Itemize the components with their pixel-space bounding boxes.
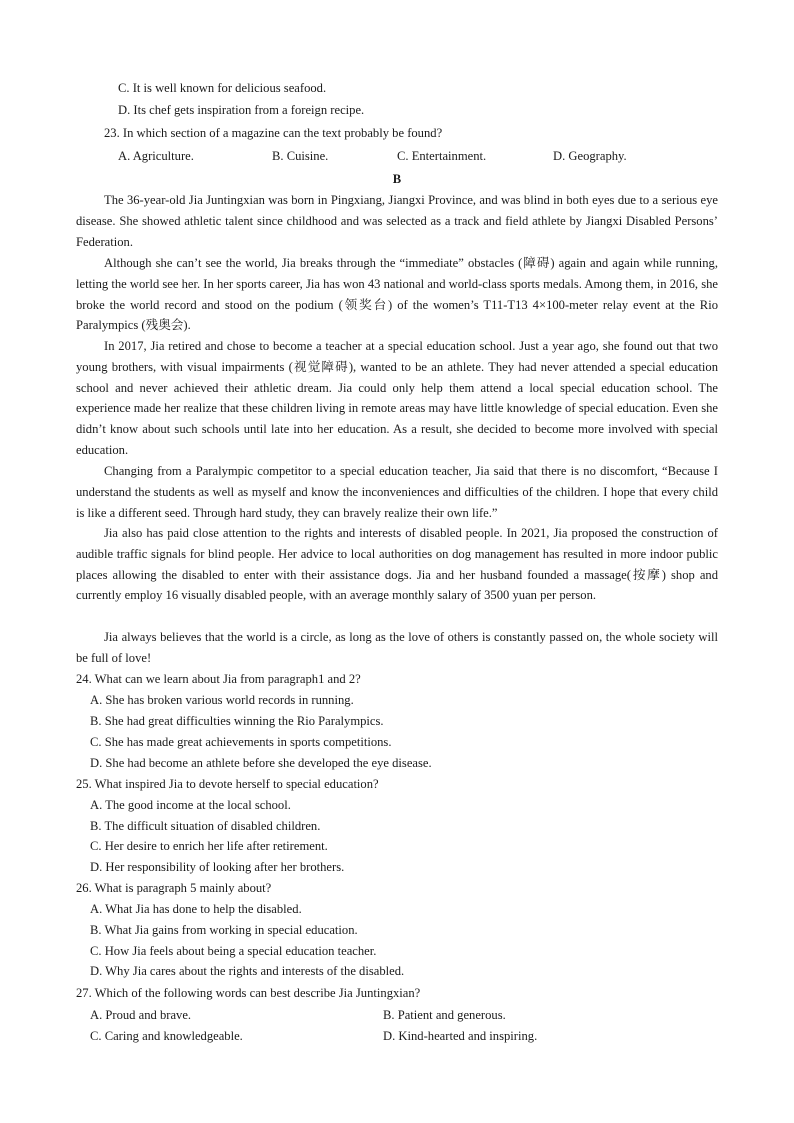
q24-option-d: D. She had become an athlete before she developed the eye disease. — [90, 756, 432, 770]
passage-paragraph-4: Changing from a Paralympic competitor to a special education teacher, Jia said that there is no discomfort, “Because I understand the students as well as myself and know the inconveniences and difficulties of the children. I hope that every child is like a different seed. Through hard study, they can bravely realize their own life.” — [76, 464, 718, 520]
q26-stem: 26. What is paragraph 5 mainly about? — [76, 881, 272, 895]
passage-paragraph-6: Jia always believes that the world is a circle, as long as the love of others is constantly passed on, the whole society will be full of love! — [76, 630, 718, 665]
q27-option-b: B. Patient and generous. — [383, 1008, 506, 1022]
q26-option-c: C. How Jia feels about being a special education teacher. — [90, 944, 377, 958]
q23-option-b: B. Cuisine. — [272, 149, 329, 163]
q22-option-d: D. Its chef gets inspiration from a foreign recipe. — [118, 103, 365, 117]
q26-option-b: B. What Jia gains from working in special education. — [90, 923, 358, 937]
q22-option-c: C. It is well known for delicious seafood. — [118, 81, 327, 95]
q27-option-d: D. Kind-hearted and inspiring. — [383, 1029, 538, 1043]
q27-stem: 27. Which of the following words can best describe Jia Juntingxian? — [76, 986, 421, 1000]
q24-option-c: C. She has made great achievements in sports competitions. — [90, 735, 392, 749]
q27-option-c: C. Caring and knowledgeable. — [90, 1029, 243, 1043]
q24-option-a: A. She has broken various world records in running. — [90, 693, 354, 707]
q23-option-a: A. Agriculture. — [118, 149, 194, 163]
section-label: B — [392, 172, 402, 186]
passage-paragraph-2: Although she can’t see the world, Jia breaks through the “immediate” obstacles (障碍) again and again while running, letting the world see her. In her sports career, Jia has won 43 national and world-class sports medals. Among them, in 2016, she broke the world record and stood on the podium (领奖台) of the women’s T11-T13 4×100-meter relay event at the Rio Paralympics (残奥会). — [76, 256, 718, 333]
q24-stem: 24. What can we learn about Jia from paragraph1 and 2? — [76, 672, 361, 686]
passage-paragraph-3: In 2017, Jia retired and chose to become a teacher at a special education school. Just a year ago, she found out that two young brothers, with visual impairments (视觉障碍), wanted to be an athlete. They had never attended a special education school and never achieved their athletic dream. Jia could only help them attend a local special education school. The experience made her realize that these children living in remote areas may have little knowledge of special education. Even she didn’t know about such schools until late into her education. As a result, she decided to become more involved with special education. — [76, 339, 718, 457]
q25-option-d: D. Her responsibility of looking after her brothers. — [90, 860, 345, 874]
q24-option-b: B. She had great difficulties winning the Rio Paralympics. — [90, 714, 384, 728]
q26-option-a: A. What Jia has done to help the disabled. — [90, 902, 302, 916]
q27-option-a: A. Proud and brave. — [90, 1008, 192, 1022]
q23-option-c: C. Entertainment. — [397, 149, 487, 163]
q25-option-a: A. The good income at the local school. — [90, 798, 291, 812]
q23-stem: 23. In which section of a magazine can the text probably be found? — [104, 126, 443, 140]
q25-option-b: B. The difficult situation of disabled children. — [90, 819, 321, 833]
q23-option-d: D. Geography. — [553, 149, 627, 163]
q25-option-c: C. Her desire to enrich her life after retirement. — [90, 839, 328, 853]
passage-paragraph-5: Jia also has paid close attention to the rights and interests of disabled people. In 2021, Jia proposed the construction of audible traffic signals for blind people. Her advice to local authorities on dog management has resulted in more indoor public places allowing the disabled to enter with their assistance dogs. Jia and her husband founded a massage(按摩) shop and currently employ 16 visually disabled people, with an average monthly salary of 3500 yuan per person. — [76, 526, 718, 603]
q25-stem: 25. What inspired Jia to devote herself to special education? — [76, 777, 379, 791]
passage-paragraph-1: The 36-year-old Jia Juntingxian was born in Pingxiang, Jiangxi Province, and was blind in both eyes due to a serious eye disease. She showed athletic talent since childhood and was selected as a track and field athlete by Jiangxi Disabled Persons’ Federation. — [76, 193, 718, 249]
q26-option-d: D. Why Jia cares about the rights and interests of the disabled. — [90, 964, 405, 978]
